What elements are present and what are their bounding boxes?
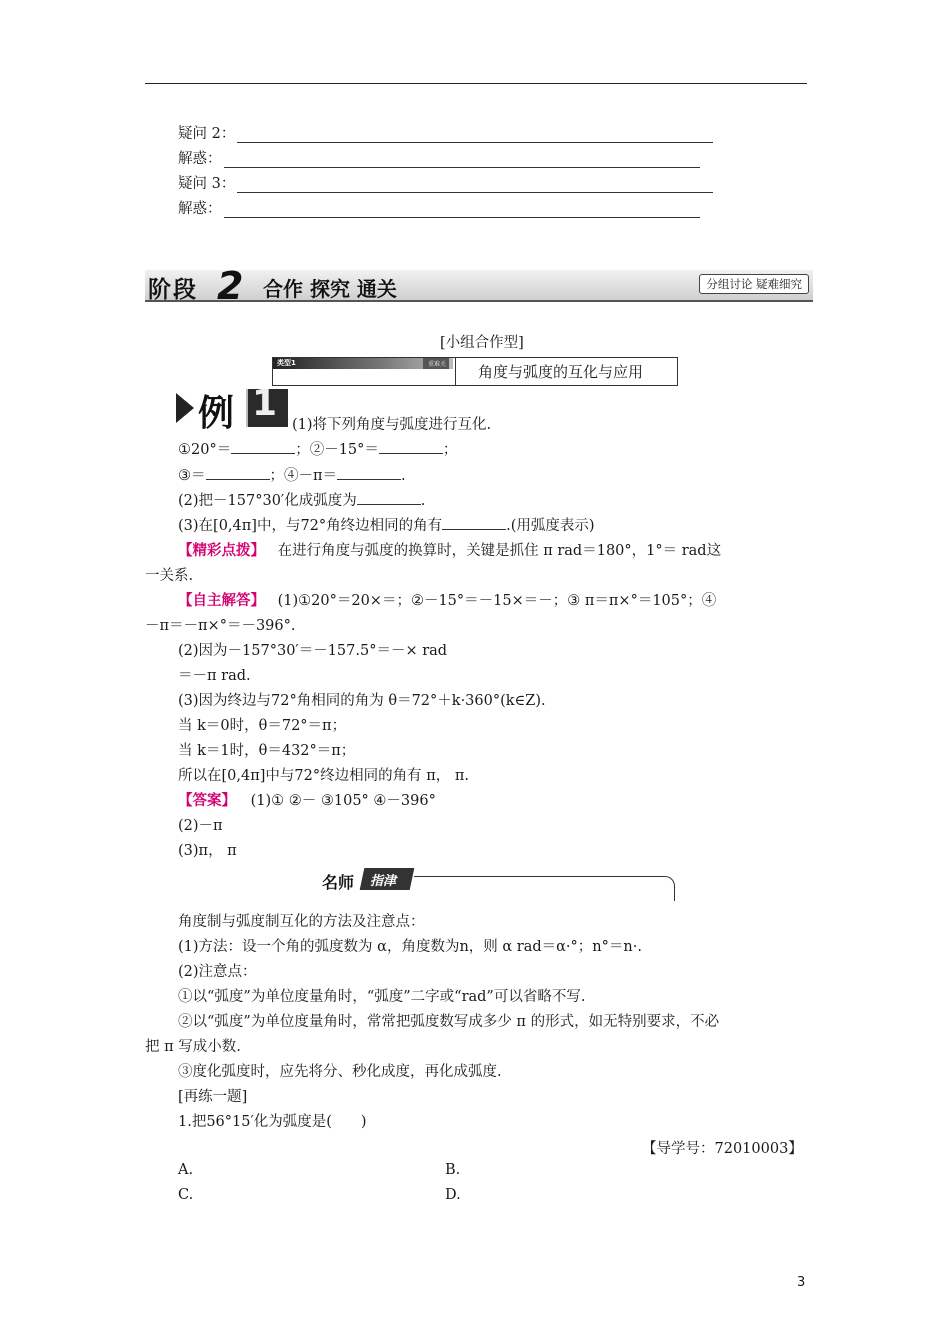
solution-label: 【自主解答】 <box>178 592 265 609</box>
example-number: 1 <box>252 383 278 424</box>
method-l4: ②以“弧度”为单位度量角时，常常把弧度数写成多少 π 的形式，如无特别要求，不必 <box>178 1014 720 1030</box>
question-3-line[interactable] <box>237 177 713 193</box>
solution-l2: －π＝－π×°＝－396°. <box>145 618 296 634</box>
example-part3 <box>178 514 595 535</box>
method-l3: ①以“弧度”为单位度量角时，“弧度”二字或“rad”可以省略不写. <box>178 989 586 1005</box>
example-line2-b: ；④－π＝ <box>269 468 338 484</box>
example-part3-a: (3)在[0,4π]中，与72°角终边相同的角有 <box>178 518 443 534</box>
blank-3[interactable] <box>206 465 270 480</box>
example-line1 <box>178 438 457 459</box>
option-d[interactable]: D. <box>445 1187 461 1203</box>
teacher-guide-header <box>322 868 677 902</box>
option-c[interactable]: C. <box>178 1187 194 1203</box>
guide-name: 名师 <box>322 873 355 892</box>
solution-l1: (1)①20°＝20×＝；②－15°＝－15×＝－；③ π＝π×°＝105°；④ <box>277 593 717 609</box>
example-char: 例 <box>198 393 235 434</box>
option-a[interactable]: A. <box>178 1162 194 1178</box>
hint-text1: 在进行角度与弧度的换算时，关键是抓住 π rad＝180°，1°＝ rad这 <box>277 543 722 559</box>
answer-3-row <box>178 198 700 218</box>
practice-label: [再练一题] <box>178 1089 248 1105</box>
hint-line1 <box>178 539 721 560</box>
solution-l4: ＝－π rad. <box>178 668 251 684</box>
method-l6: ③度化弧度时，应先将分、秒化成度，再化成弧度. <box>178 1064 502 1080</box>
play-arrow-icon <box>176 393 194 423</box>
answer-3-label: 解惑： <box>178 201 222 217</box>
example-line1-b: ；②－15°＝ <box>295 442 379 458</box>
answer-line1 <box>178 789 436 810</box>
method-l2: (2)注意点： <box>178 964 257 980</box>
example-line2-c: . <box>401 468 406 484</box>
blank-6[interactable] <box>442 515 506 530</box>
guide-frame <box>414 876 675 901</box>
stage-number: 2 <box>217 264 244 308</box>
hint-text2: 一关系. <box>145 568 194 584</box>
solution-l7: 当 k＝1时，θ＝432°＝π； <box>178 743 356 759</box>
question-3-label: 疑问 3： <box>178 176 236 192</box>
stage-title: 合作 探究 通关 <box>263 277 397 301</box>
answer-l1: (1)① ②－ ③105° ④－396° <box>250 793 436 809</box>
example-part3-b: .(用弧度表示) <box>506 518 595 534</box>
example-line1-c: ； <box>442 442 458 458</box>
method-title: 角度制与弧度制互化的方法及注意点： <box>178 914 425 930</box>
answer-2-row <box>178 148 700 168</box>
page-number: 3 <box>797 1275 806 1290</box>
example-part2-b: . <box>420 493 426 509</box>
example-part2-a: (2)把－157°30′化成弧度为 <box>178 493 357 509</box>
option-b[interactable]: B. <box>445 1162 461 1178</box>
solution-l8: 所以在[0,4π]中与72°终边相同的角有 π， π. <box>178 768 469 784</box>
answer-l3: (3)π， π <box>178 843 237 859</box>
example-line2 <box>178 464 406 485</box>
type-header-label: 类型1 <box>277 359 296 367</box>
solution-line1 <box>178 589 716 610</box>
answer-2-line[interactable] <box>224 152 700 168</box>
practice-ref: 【导学号：72010003】 <box>642 1141 803 1157</box>
type-header-divider <box>455 358 456 385</box>
header-rule <box>145 83 807 84</box>
question-2-row <box>178 123 713 143</box>
type-header-text: 角度与弧度的互化与应用 <box>478 363 644 381</box>
answer-2-label: 解惑： <box>178 151 222 167</box>
question-2-label: 疑问 2： <box>178 126 236 142</box>
answer-l2: (2)－π <box>178 818 223 834</box>
practice-question: 1.把56°15′化为弧度是( ) <box>178 1114 367 1130</box>
type-header <box>272 357 678 386</box>
question-3-row <box>178 173 713 193</box>
stage-tag: 分组讨论 疑难细究 <box>699 274 809 294</box>
blank-4[interactable] <box>337 465 401 480</box>
stage-word: 阶段 <box>148 277 198 303</box>
method-l5: 把 π 写成小数. <box>145 1039 241 1055</box>
example-line1-a: ①20°＝ <box>178 442 232 458</box>
example-part1: (1)将下列角度与弧度进行互化. <box>292 417 492 433</box>
example-part2 <box>178 489 425 510</box>
hint-label: 【精彩点拨】 <box>178 542 265 559</box>
question-2-line[interactable] <box>237 127 713 143</box>
answer-label: 【答案】 <box>178 792 236 809</box>
stage-banner <box>145 264 813 308</box>
type-header-tag: 重难关 <box>428 361 447 368</box>
guide-tag: 指津 <box>370 874 397 889</box>
solution-l5: (3)因为终边与72°角相同的角为 θ＝72°＋k·360°(k∈Z). <box>178 693 546 709</box>
blank-1[interactable] <box>231 439 295 454</box>
answer-3-line[interactable] <box>224 202 700 218</box>
group-label: [小组合作型] <box>440 335 524 351</box>
blank-5[interactable] <box>357 490 421 505</box>
solution-l3: (2)因为－157°30′＝－157.5°＝－× rad <box>178 643 448 659</box>
example-badge <box>176 383 288 434</box>
solution-l6: 当 k＝0时，θ＝72°＝π； <box>178 718 347 734</box>
method-l1: (1)方法：设一个角的弧度数为 α，角度数为n，则 α rad＝α·°；n°＝n·. <box>178 939 642 955</box>
example-line2-a: ③＝ <box>178 468 206 484</box>
blank-2[interactable] <box>379 439 443 454</box>
